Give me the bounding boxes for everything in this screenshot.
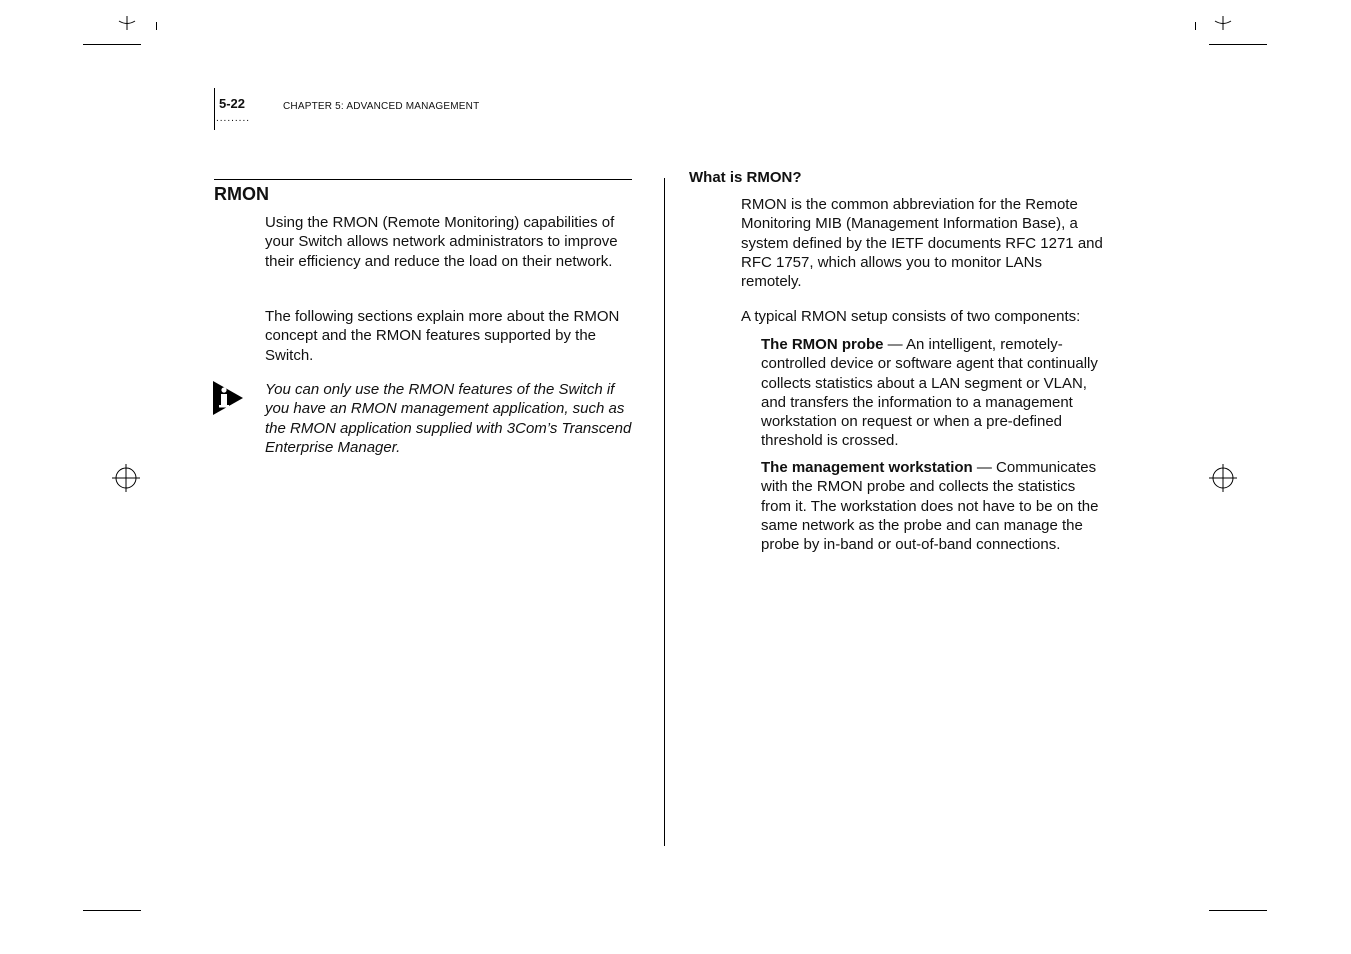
crop-mark — [1209, 910, 1267, 911]
dotted-ornament: ......... — [216, 113, 251, 124]
component-term: The management workstation — [761, 459, 973, 476]
page-number: 5-22 — [219, 96, 246, 111]
chapter-heading: CHAPTER 5: ADVANCED MANAGEMENT — [283, 101, 480, 112]
registration-mark-icon — [118, 16, 136, 32]
component-item-workstation — [761, 458, 1106, 554]
crop-mark — [83, 44, 141, 45]
crop-mark — [1209, 44, 1267, 45]
sections-paragraph: The following sections explain more about the RMON concept and the RMON features supported by the Switch. — [265, 308, 620, 364]
definition-paragraph: RMON is the common abbreviation for the Remote Monitoring MIB (Management Information Base), a system defined by the IETF documents RFC 1271 and RFC 1757, which allows you to monitor LANs remotely. — [741, 196, 1103, 291]
component-item-probe — [761, 335, 1106, 451]
note-text: You can only use the RMON features of the Switch if you have an RMON management application, such as the RMON application supplied with 3Com’s Transcend Enterprise Manager. — [265, 381, 632, 456]
section-rule — [214, 179, 632, 180]
crop-mark — [83, 910, 141, 911]
components-intro: A typical RMON setup consists of two components: — [741, 308, 1081, 325]
intro-paragraph: Using the RMON (Remote Monitoring) capabilities of your Switch allows network administrators to improve their efficiency and reduce the load on their network. — [265, 214, 618, 270]
info-icon — [213, 381, 243, 415]
crop-mark — [156, 22, 157, 30]
component-term: The RMON probe — [761, 336, 884, 353]
crosshair-icon — [1209, 464, 1237, 492]
registration-mark-icon — [1214, 16, 1232, 32]
page-number-border — [214, 88, 215, 130]
component-description: — Communicates with the RMON probe and collects the statistics from it. The workstation does not have to be on the same network as the probe and can manage the probe by in-band or out-of-band connections. — [761, 459, 1099, 554]
column-divider — [664, 178, 665, 846]
section-heading: RMON — [214, 184, 269, 204]
component-description: — An intelligent, remotely-controlled device or software agent that continually collects statistics about a LAN segment or VLAN, and transfers the information to a management workstation on request or when a pre-defined threshold is crossed. — [761, 336, 1098, 450]
crosshair-icon — [112, 464, 140, 492]
crop-mark — [1195, 22, 1196, 30]
subsection-heading: What is RMON? — [689, 169, 802, 186]
